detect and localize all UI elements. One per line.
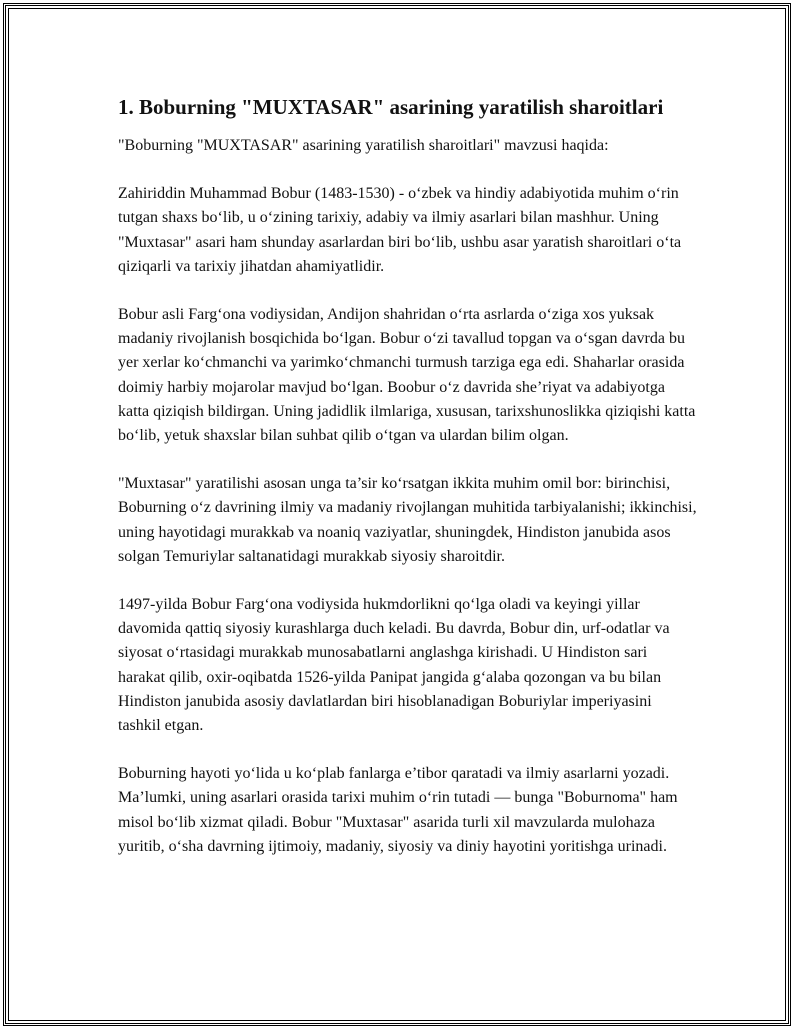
document-body xyxy=(118,94,698,883)
paragraph-origins: Bobur asli Farg‘ona vodiysidan, Andijon shahridan o‘rta asrlarda o‘ziga xos yuksak madaniy rivojlanish bosqichida bo‘lgan. Bobur o‘zi tavallud topgan va o‘sgan davrda bu yer xerlar ko‘chmanchi va yarimko‘chmanchi turmush tarziga ega edi. Shaharlar orasida doimiy harbiy mojarolar mavjud bo‘lgan. Boobur o‘z davrida she’riyat va adabiyotga katta qiziqish bildirgan. Uning jadidlik ilmlariga, xususan, tarixshunoslikka qiziqishi katta bo‘lib, yetuk shaxslar bilan suhbat qilib o‘tgan va ulardan bilim olgan. xyxy=(118,306,696,445)
paragraph-history: 1497-yilda Bobur Farg‘ona vodiysida hukmdorlikni qo‘lga oladi va keyingi yillar davomida qattiq siyosiy kurashlarga duch keladi. Bu davrda, Bobur din, urf-odatlar va siyosat o‘rtasidagi murakkab munosabatlarni anglashga kirishadi. U Hindiston sari harakat qilib, oxir-oqibatda 1526-yilda Panipat jangida g‘alaba qozongan va bu bilan Hindiston janubida asosiy davlatlardan biri hisoblanadigan Boburiylar imperiyasini tashkil etgan. xyxy=(118,596,670,735)
paragraph-factors: "Muxtasar" yaratilishi asosan unga ta’sir ko‘rsatgan ikkita muhim omil bor: birinchisi, Boburning o‘z davrining ilmiy va madaniy rivojlangan muhitida tarbiyalanishi; ikkinchisi, uning hayotidagi murakkab va noaniq vaziyatlar, shuningdek, Hindiston janubida asos solgan Temuriylar saltanatidagi murakkab siyosiy sharoitdir. xyxy=(118,475,697,565)
paragraph-works: Boburning hayoti yo‘lida u ko‘plab fanlarga e’tibor qaratadi va ilmiy asarlarni yozadi. Ma’lumki, uning asarlari orasida tarixi muhim o‘rin tutadi — bunga "Boburnoma" ham misol bo‘lib xizmat qiladi. Bobur "Muxtasar" asarida turli xil mavzularda mulohaza yuritib, o‘sha davrning ijtimoiy, madaniy, siyosiy va diniy hayotini yoritishga urinadi. xyxy=(118,765,678,855)
document-title: 1. Boburning "MUXTASAR" asarining yaratilish sharoitlari xyxy=(118,95,664,119)
paragraph-biography: Zahiriddin Muhammad Bobur (1483-1530) - o‘zbek va hindiy adabiyotida muhim o‘rin tutgan shaxs bo‘lib, u o‘zining tarixiy, adabiy va ilmiy asarlari bilan mashhur. Uning "Muxtasar" asari ham shunday asarlardan biri bo‘lib, ushbu asar yaratish sharoitlari o‘ta qiziqarli va tarixiy jihatdan ahamiyatlidir. xyxy=(118,185,682,275)
paragraph-intro: "Boburning "MUXTASAR" asarining yaratilish sharoitlari" mavzusi haqida: xyxy=(118,137,609,154)
